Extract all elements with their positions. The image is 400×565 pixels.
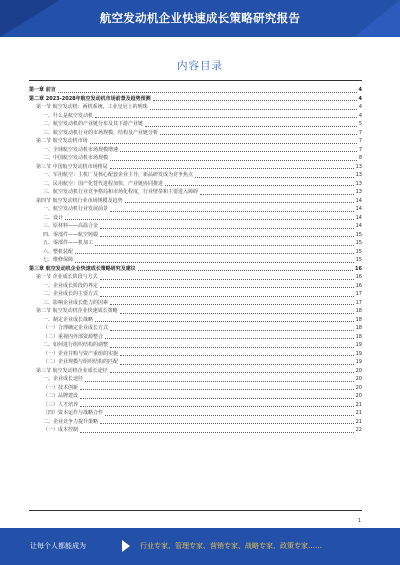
toc-leader-dots: [95, 112, 357, 119]
toc-entry-page: 7: [358, 129, 362, 136]
toc-entry-page: 4: [358, 104, 362, 110]
toc-entry-page: 13: [355, 163, 362, 170]
toc-entry-label: 一、什么是航空发动机: [29, 112, 94, 121]
toc-entry-label: 三、影响企业成长能力的因素: [29, 299, 109, 308]
toc-entry-label: 五、零部件——机加工: [29, 239, 94, 248]
toc-entry-page: 21: [355, 401, 362, 408]
toc-entry-label: （二）重视内外部资源整合: [29, 333, 104, 342]
toc-leader-dots: [110, 154, 357, 161]
toc-leader-dots: [110, 324, 354, 331]
toc-entry-label: 一、制定企业成长战略: [29, 316, 94, 325]
toc-entry[interactable]: [29, 282, 362, 291]
toc-entry-page: 21: [355, 418, 362, 425]
toc-leader-dots: [100, 273, 354, 280]
toc-entry[interactable]: [29, 188, 362, 197]
toc-entry-label: 二、设计: [29, 214, 64, 223]
toc-entry-label: 一、航空发动机行业发展前景: [29, 205, 109, 214]
toc-entry-label: 二、企业成长的主要方式: [29, 290, 99, 299]
toc-entry-page: 21: [355, 410, 362, 416]
toc-entry-label: 二、中国航空发动机市场规模: [29, 154, 109, 163]
toc-leader-dots: [80, 392, 354, 399]
toc-entry[interactable]: [29, 358, 362, 367]
toc-leader-dots: [165, 180, 354, 187]
toc-leader-dots: [145, 120, 357, 127]
toc-entry-label: 第三节 航空发动机企业成长途径: [29, 367, 109, 376]
toc-entry-page: 15: [355, 257, 362, 263]
toc-entry[interactable]: [29, 392, 362, 401]
toc-entry-page: 8: [358, 155, 362, 161]
toc-entry-label: 二、航空发动机的产业链分布及其下游产业链: [29, 120, 144, 129]
toc-entry-label: 七、维修保障: [29, 256, 74, 265]
toc-entry-page: 18: [355, 316, 362, 323]
toc-leader-dots: [90, 137, 357, 144]
toc-entry-page: 7: [358, 138, 362, 144]
toc-entry[interactable]: [29, 103, 362, 112]
page-number: 1: [357, 518, 361, 524]
toc-entry[interactable]: [29, 341, 362, 350]
toc-entry[interactable]: [29, 324, 362, 333]
toc-entry-label: （二）企业规模与组织结构的匹配: [29, 358, 119, 367]
toc-entry[interactable]: [29, 418, 362, 427]
toc-entry-page: 18: [355, 325, 362, 331]
toc-entry-page: 15: [355, 248, 362, 255]
toc-leader-dots: [120, 350, 354, 357]
toc-entry-page: 14: [355, 206, 362, 212]
toc-entry[interactable]: [29, 367, 362, 376]
toc-leader-dots: [100, 290, 354, 297]
toc-leader-dots: [120, 146, 357, 153]
toc-entry[interactable]: [29, 316, 362, 325]
toc-entry[interactable]: [29, 112, 362, 121]
toc-entry-page: 22: [355, 427, 362, 433]
toc-leader-dots: [200, 188, 354, 195]
toc-leader-dots: [100, 231, 354, 238]
toc-leader-dots: [80, 384, 354, 391]
toc-entry[interactable]: [29, 163, 362, 172]
table-of-contents: [29, 86, 362, 435]
toc-leader-dots: [125, 197, 354, 204]
toc-leader-dots: [110, 367, 354, 374]
toc-leader-dots: [58, 86, 357, 93]
toc-leader-dots: [95, 316, 354, 323]
toc-entry[interactable]: [29, 171, 362, 180]
toc-entry[interactable]: [29, 205, 362, 214]
toc-entry[interactable]: [29, 146, 362, 155]
toc-leader-dots: [75, 248, 354, 255]
toc-entry[interactable]: [29, 350, 362, 359]
toc-leader-dots: [160, 129, 357, 136]
toc-entry-label: 四、零部件——航空铸锻: [29, 231, 99, 240]
toc-entry-page: 4: [358, 87, 362, 93]
toc-entry-page: 16: [355, 265, 362, 272]
toc-entry-label: 第一章 前言: [29, 87, 56, 93]
toc-leader-dots: [100, 222, 354, 229]
toc-entry[interactable]: [29, 290, 362, 299]
toc-entry[interactable]: [29, 231, 362, 240]
toc-entry-label: 二、民用航空：国产化替代进程加快，产业链协同推进: [29, 180, 164, 189]
toc-entry-label: （三）人才培养: [29, 401, 79, 410]
footer-slogan: 让每个人都能成为: [30, 542, 86, 550]
toc-entry-label: 三、原材料——高温合金: [29, 222, 99, 231]
toc-leader-dots: [80, 401, 354, 408]
toc-entry-page: 14: [355, 214, 362, 221]
toc-entry[interactable]: [29, 137, 362, 146]
toc-leader-dots: [153, 95, 357, 102]
report-title: 航空发动机企业快速成长策略研究报告: [99, 11, 301, 25]
toc-entry[interactable]: [29, 129, 362, 138]
toc-heading: 内容目录: [177, 60, 223, 72]
toc-entry-page: 15: [355, 231, 362, 238]
toc-entry-page: 20: [355, 367, 362, 374]
toc-entry-label: 六、整机装配: [29, 248, 74, 257]
toc-bottom-rule: [29, 510, 362, 511]
toc-leader-dots: [110, 299, 354, 306]
toc-entry-label: 一、企业成长途径: [29, 375, 84, 384]
toc-entry[interactable]: [29, 273, 362, 282]
toc-entry-page: 20: [355, 393, 362, 399]
toc-entry[interactable]: [29, 120, 362, 129]
toc-entry-label: 第一节 航空发动机：两机系统，工业皇冠上的明珠: [29, 103, 149, 112]
toc-entry-label: 第三章 航空发动机企业快速成长策略研究及建议: [29, 265, 136, 272]
toc-entry-page: 18: [355, 308, 362, 314]
toc-leader-dots: [195, 171, 354, 178]
toc-entry-page: 15: [355, 240, 362, 246]
toc-leader-dots: [110, 205, 354, 212]
toc-entry-page: 16: [355, 282, 362, 289]
toc-entry-label: 二、企业竞争力提升策略: [29, 418, 99, 427]
toc-entry[interactable]: [29, 299, 362, 308]
toc-leader-dots: [105, 409, 354, 416]
toc-entry-label: 第二节 航空发动机企业快速成长策略: [29, 307, 119, 316]
toc-entry-label: 第四节 航空发动机行业市场规模及趋势: [29, 197, 124, 206]
toc-entry-label: （二）品牌建设: [29, 392, 79, 401]
toc-entry-page: 19: [355, 359, 362, 365]
toc-entry[interactable]: [29, 256, 362, 265]
toc-entry-label: （一）成本控制: [29, 426, 79, 435]
toc-leader-dots: [85, 375, 354, 382]
toc-entry[interactable]: [29, 384, 362, 393]
toc-entry[interactable]: [29, 239, 362, 248]
toc-entry-page: 16: [355, 274, 362, 280]
toc-leader-dots: [105, 333, 354, 340]
toc-entry-page: 13: [355, 180, 362, 187]
toc-leader-dots: [100, 418, 354, 425]
toc-leader-dots: [120, 307, 354, 314]
toc-entry[interactable]: [29, 409, 362, 418]
toc-entry[interactable]: [29, 248, 362, 257]
toc-entry[interactable]: [29, 197, 362, 206]
toc-entry-label: 三、航空发动机行业竞争格局和市场化程度，行业壁垒和主要进入障碍: [29, 188, 199, 197]
toc-entry[interactable]: [29, 265, 362, 274]
toc-entry-label: 第三节 中国航空发动机市场格局: [29, 163, 109, 172]
toc-entry-page: 20: [355, 376, 362, 382]
toc-entry-label: 一、企业成长阶段的界定: [29, 282, 99, 291]
toc-leader-dots: [65, 214, 354, 221]
toc-entry-page: 19: [355, 342, 362, 348]
toc-entry-page: 14: [355, 197, 362, 204]
toc-entry-label: （一）企业并购与资产重组的实施: [29, 350, 119, 359]
toc-leader-dots: [80, 426, 354, 433]
toc-entry-label: 一、全球航空发动机市场规模增速: [29, 146, 119, 155]
toc-entry[interactable]: [29, 86, 362, 95]
toc-leader-dots: [100, 282, 354, 289]
toc-entry-page: 7: [358, 146, 362, 153]
toc-leader-dots: [95, 239, 354, 246]
toc-entry-label: （四）资本运作与战略合作: [29, 409, 104, 418]
toc-entry-label: 二、如何进行组织结构的调整: [29, 341, 109, 350]
toc-leader-dots: [150, 103, 357, 110]
toc-entry-page: 17: [355, 299, 362, 306]
toc-entry[interactable]: [29, 307, 362, 316]
toc-leader-dots: [138, 265, 353, 272]
toc-entry[interactable]: [29, 95, 362, 104]
footer-banner: [0, 528, 400, 565]
toc-leader-dots: [110, 163, 354, 170]
toc-entry-label: 三、航空发动机行业的市场规模、结构及产业链分析: [29, 129, 159, 138]
toc-entry[interactable]: [29, 154, 362, 163]
toc-entry[interactable]: [29, 375, 362, 384]
toc-entry-label: 第二章 2023-2028年航空发动机市场前景及趋势预测: [29, 95, 151, 102]
toc-entry-page: 17: [355, 291, 362, 297]
footer-expert-list: 行业专家、管理专家、营销专家、战略专家、政策专家……: [140, 542, 322, 550]
header-banner: [0, 0, 400, 37]
toc-entry[interactable]: [29, 426, 362, 435]
toc-entry-page: 20: [355, 384, 362, 391]
toc-entry-label: （一）技术创新: [29, 384, 79, 393]
toc-leader-dots: [110, 341, 354, 348]
toc-entry[interactable]: [29, 333, 362, 342]
toc-entry[interactable]: [29, 222, 362, 231]
toc-leader-dots: [120, 358, 354, 365]
toc-entry[interactable]: [29, 214, 362, 223]
toc-entry-label: （一）合理确定企业成长方式: [29, 324, 109, 333]
toc-entry-label: 第二节 航空发动机市场: [29, 137, 89, 146]
toc-entry-page: 19: [355, 350, 362, 357]
toc-entry-label: 第一节 企业成长阶段与方式: [29, 273, 99, 282]
toc-entry-page: 13: [355, 172, 362, 178]
toc-entry[interactable]: [29, 180, 362, 189]
toc-entry-page: 14: [355, 223, 362, 229]
toc-entry-page: 13: [355, 189, 362, 195]
toc-top-rule: [29, 80, 362, 81]
arrow-icon: [122, 540, 130, 552]
toc-leader-dots: [75, 256, 354, 263]
toc-entry-page: 4: [358, 112, 362, 119]
toc-entry[interactable]: [29, 401, 362, 410]
toc-entry-page: 5: [358, 121, 362, 127]
toc-entry-page: 18: [355, 333, 362, 340]
toc-entry-page: 4: [358, 95, 362, 102]
toc-entry-label: 一、军用航空：主机厂及核心配套企业主导，新品研发成为竞争焦点: [29, 171, 194, 180]
